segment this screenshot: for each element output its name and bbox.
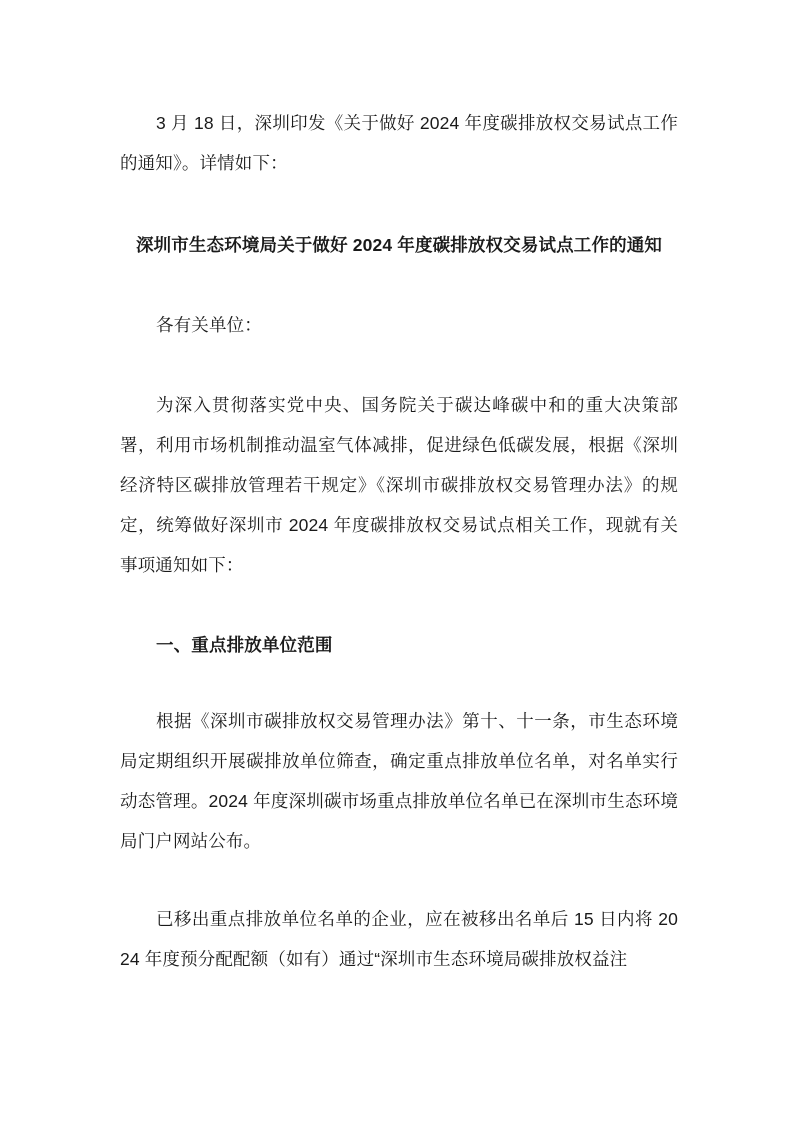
section-paragraph-1: 根据《深圳市碳排放权交易管理办法》第十、十一条，市生态环境局定期组织开展碳排放单位筛查，确定重点排放单位名单，对名单实行动态管理。2024 年度深圳碳市场重点排放单位名单已在深圳市生态环境局门户网站公布。 <box>120 711 678 851</box>
document-body <box>120 103 678 979</box>
spacer-between-section-paragraphs <box>120 861 678 899</box>
intro-paragraph: 3 月 18 日，深圳印发《关于做好 2024 年度碳排放权交易试点工作的通知》。详情如下： <box>120 113 678 173</box>
spacer-before-title <box>120 183 678 225</box>
section-heading-scope-of-key-emission-units: 一、重点排放单位范围 <box>156 635 333 655</box>
spacer-before-salutation <box>120 265 678 305</box>
salutation: 各有关单位： <box>156 315 262 335</box>
preamble-paragraph: 为深入贯彻落实党中央、国务院关于碳达峰碳中和的重大决策部署，利用市场机制推动温室气体减排，促进绿色低碳发展，根据《深圳经济特区碳排放管理若干规定》《深圳市碳排放权交易管理办法》的规定，统筹做好深圳市 2024 年度碳排放权交易试点相关工作，现就有关事项通知如下： <box>120 395 678 575</box>
document-title: 深圳市生态环境局关于做好 2024 年度碳排放权交易试点工作的通知 <box>135 235 663 255</box>
spacer-before-section-heading <box>120 585 678 625</box>
spacer-after-section-heading <box>120 665 678 701</box>
spacer-before-preamble <box>120 345 678 385</box>
section-paragraph-2: 已移出重点排放单位名单的企业，应在被移出名单后 15 日内将 2024 年度预分配配额（如有）通过“深圳市生态环境局碳排放权益注 <box>120 909 678 969</box>
